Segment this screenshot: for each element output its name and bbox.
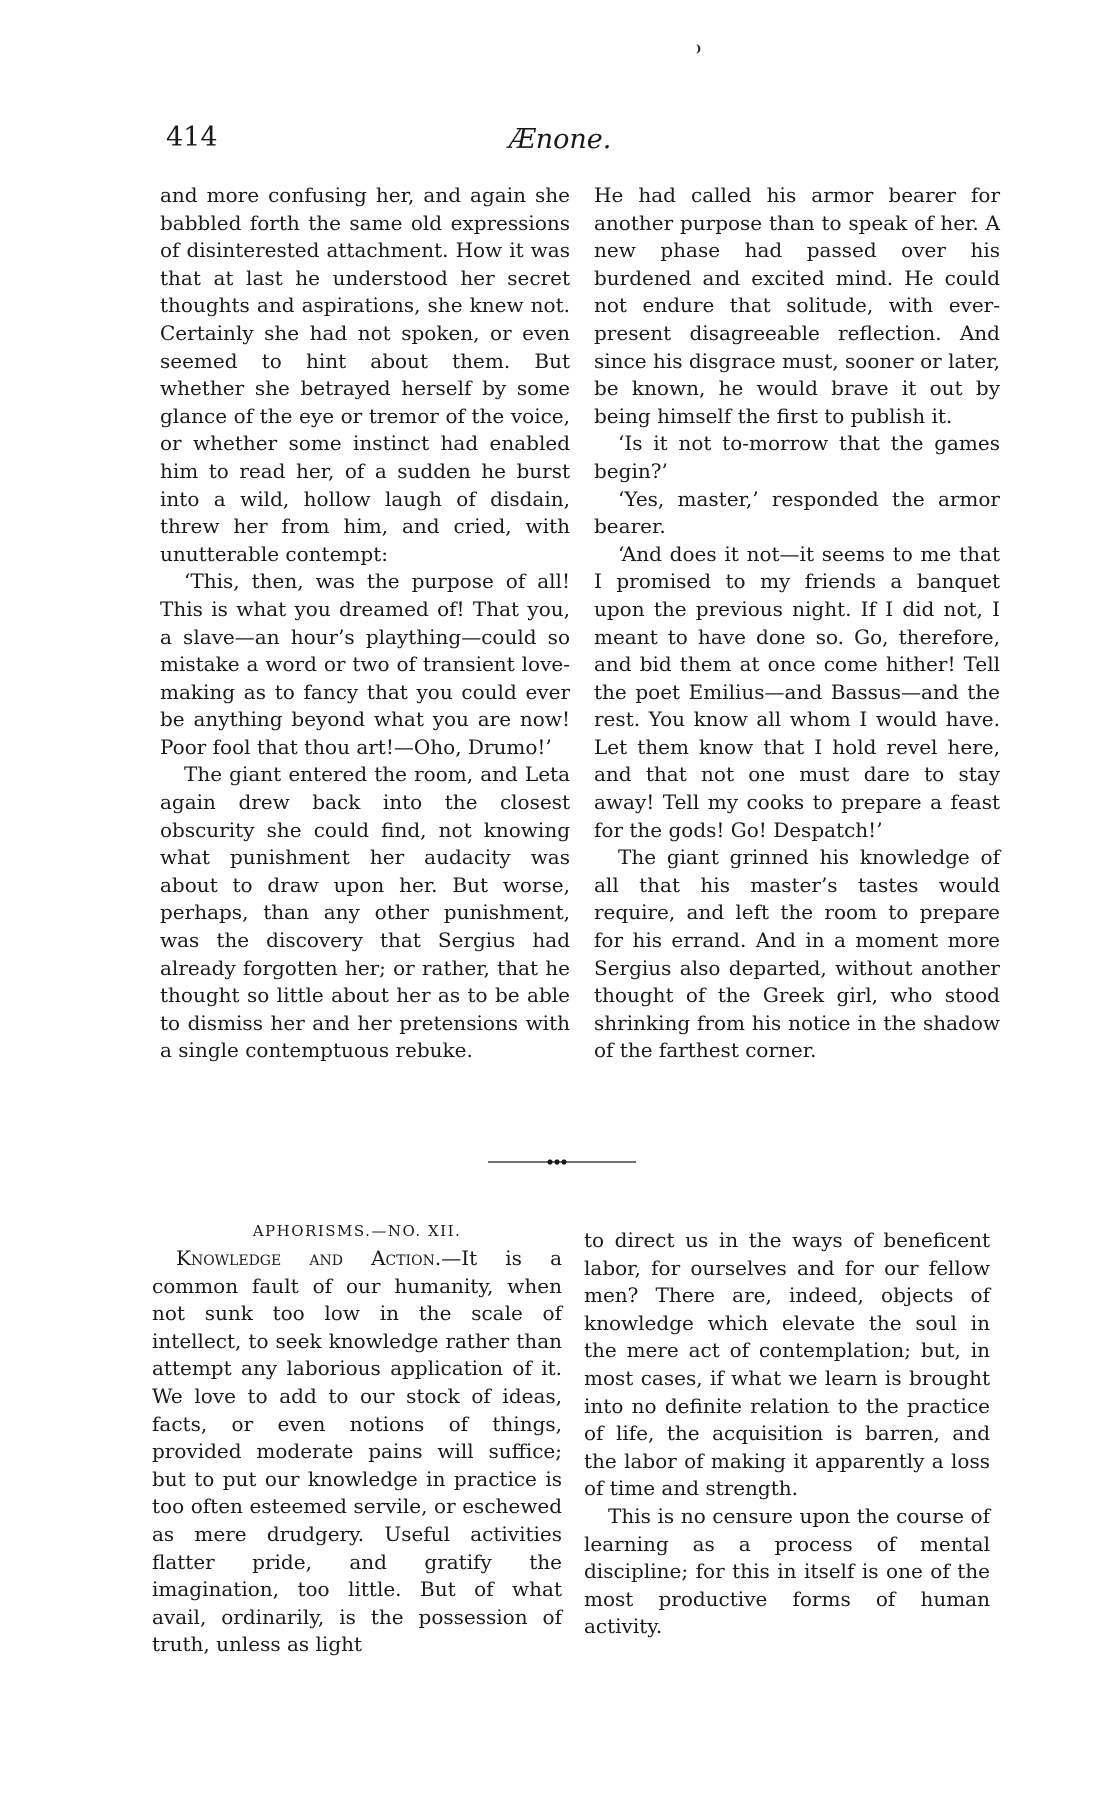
story-paragraph: The giant grinned his knowledge of all that his master’s tastes would require, and left the room to prepare for his errand. And in a moment more Sergius also departed, without another thought of the Greek girl, who stood shrinking from his notice in the shadow of the farthest corner. [594,845,1000,1063]
story-column-left [160,182,570,1065]
aphorisms-heading: APHORISMS.—NO. XII. [252,1222,462,1240]
section-divider [488,1157,636,1167]
story-paragraph: and more confusing her, and again she babbled forth the same old expressions of disinterested attachment. How it was that at last he understood her secret thoughts and aspirations, she knew not. Certainly she had not spoken, or even seemed to hint about them. But whether she betrayed herself by some glance of the eye or tremor of the voice, or whether some instinct had enabled him to read her, of a sudden he burst into a wild, hollow laugh of disdain, threw her from him, and cried, with unutterable contempt: [160,183,570,566]
aphorism-paragraph: to direct us in the ways of beneficent labor, for ourselves and for our fellow men? There are, indeed, objects of knowledge which elevate the soul in the mere act of contemplation; but, in most cases, if what we learn is brought into no definite relation to the practice of life, the acquisition is barren, and the labor of making it apparently a loss of time and strength. [584,1228,990,1501]
story-column-right [594,182,1000,1065]
story-paragraph: He had called his armor bearer for another purpose than to speak of her. A new phase had passed over his burdened and excited mind. He could not endure that solitude, with ever-present disagreeable reflection. And since his disgrace must, sooner or later, be known, he would brave it out by being himself the first to publish it. [594,183,1000,428]
aphorisms-column-right [584,1227,990,1641]
printer-mark: ⁾ [696,42,702,63]
story-paragraph: ‘This, then, was the purpose of all! This is what you dreamed of! That you, a slave—an hour’s plaything—could so mistake a word or two of transient love-making as to fancy that you could ever be anything beyond what you are now! Poor fool that thou art!—Oho, Drumo!’ [160,569,570,759]
aphorism-paragraph [152,1245,562,1659]
aphorism-text: —It is a common fault of our humanity, when not sunk too low in the scale of intellect, to seek knowledge rather than attempt any laborious application of it. We love to add to our stock of ideas, facts, or even notions of things, provided moderate pains will suffice; but to put our knowledge in practice is too often esteemed servile, or eschewed as mere drudgery. Useful activities flatter pride, and gratify the imagination, too little. But of what avail, ordinarily, is the possession of truth, unless as light [152,1246,562,1657]
aphorism-run-in-title: Knowledge and Action. [176,1246,442,1270]
page-number: 414 [166,122,218,153]
story-paragraph: ‘And does it not—it seems to me that I promised to my friends a banquet upon the previous night. If I did not, I meant to have done so. Go, therefore, and bid them at once come hither! Tell the poet Emilius—and Bassus—and the rest. You know all whom I would have. Let them know that I hold revel here, and that not one must dare to stay away! Tell my cooks to prepare a feast for the gods! Go! Despatch!’ [594,541,1000,842]
running-title: Ænone. [508,124,612,155]
story-paragraph: The giant entered the room, and Leta again drew back into the closest obscurity she could find, not knowing what punishment her audacity was about to draw upon her. But worse, perhaps, than any other punishment, was the discovery that Sergius had already forgotten her; or rather, that he thought so little about her as to be able to dismiss her and her pretensions with a single contemptuous rebuke. [160,762,570,1063]
story-paragraph: ‘Yes, master,’ responded the armor bearer. [594,486,1000,539]
aphorisms-column-left [152,1219,562,1659]
story-paragraph: ‘Is it not to-morrow that the games begin?’ [594,431,1000,483]
aphorism-paragraph: This is no censure upon the course of learning as a process of mental discipline; for this in itself is one of the most productive forms of human activity. [584,1503,990,1639]
